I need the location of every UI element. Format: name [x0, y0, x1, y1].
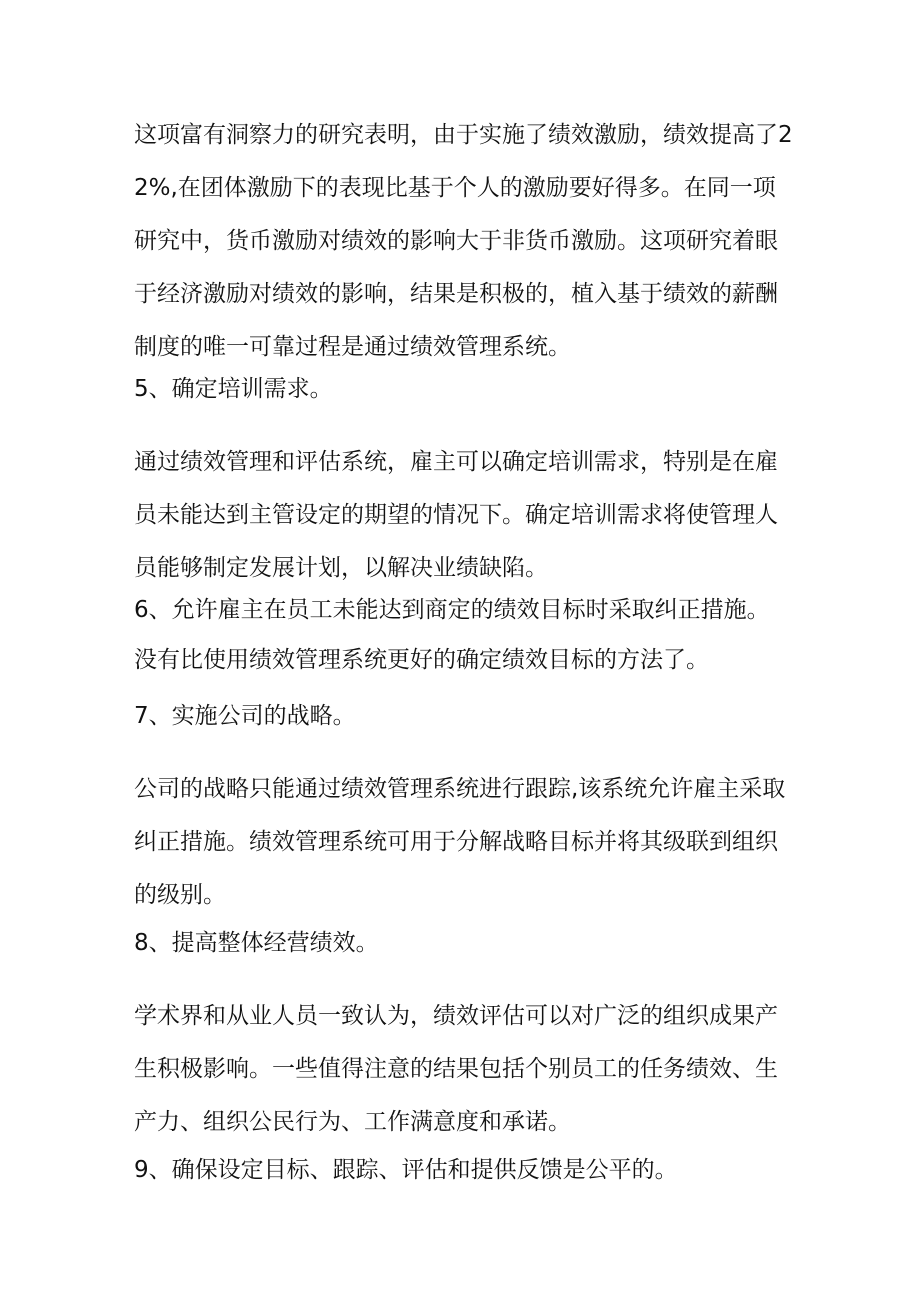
paragraph-performance-incentive: 这项富有洞察力的研究表明，由于实施了绩效激励，绩效提高了22%,在团体激励下的表现比基于个人的激励要好得多。在同一项研究中，货币激励对绩效的影响大于非货币激励。这项研究着眼于经济激励对绩效的影响，结果是积极的，植入基于绩效的薪酬制度的唯一可靠过程是通过绩效管理系统。 — [134, 122, 793, 360]
paragraph-overall-performance: 学术界和从业人员一致认为，绩效评估可以对广泛的组织成果产生积极影响。一些值得注意的结果包括个别员工的任务绩效、生产力、组织公民行为、工作满意度和承诺。 — [134, 1003, 778, 1135]
heading-fair-feedback: 9、确保设定目标、跟踪、评估和提供反馈是公平的。 — [134, 1157, 678, 1183]
paragraph-training-needs: 通过绩效管理和评估系统，雇主可以确定培训需求，特别是在雇员未能达到主管设定的期望的情况下。确定培训需求将使管理人员能够制定发展计划，以解决业绩缺陷。 — [134, 449, 778, 581]
heading-company-strategy: 7、实施公司的战略。 — [134, 703, 356, 729]
paragraph-company-strategy: 公司的战略只能通过绩效管理系统进行跟踪,该系统允许雇主采取纠正措施。绩效管理系统可用于分解战略目标并将其级联到组织的级别。 — [134, 776, 786, 908]
heading-overall-performance: 8、提高整体经营绩效。 — [134, 930, 379, 956]
heading-corrective-action: 6、允许雇主在员工未能达到商定的绩效目标时采取纠正措施。 — [134, 597, 770, 623]
heading-training-needs: 5、确定培训需求。 — [134, 376, 333, 402]
paragraph-corrective-action: 没有比使用绩效管理系统更好的确定绩效目标的方法了。 — [134, 647, 709, 673]
